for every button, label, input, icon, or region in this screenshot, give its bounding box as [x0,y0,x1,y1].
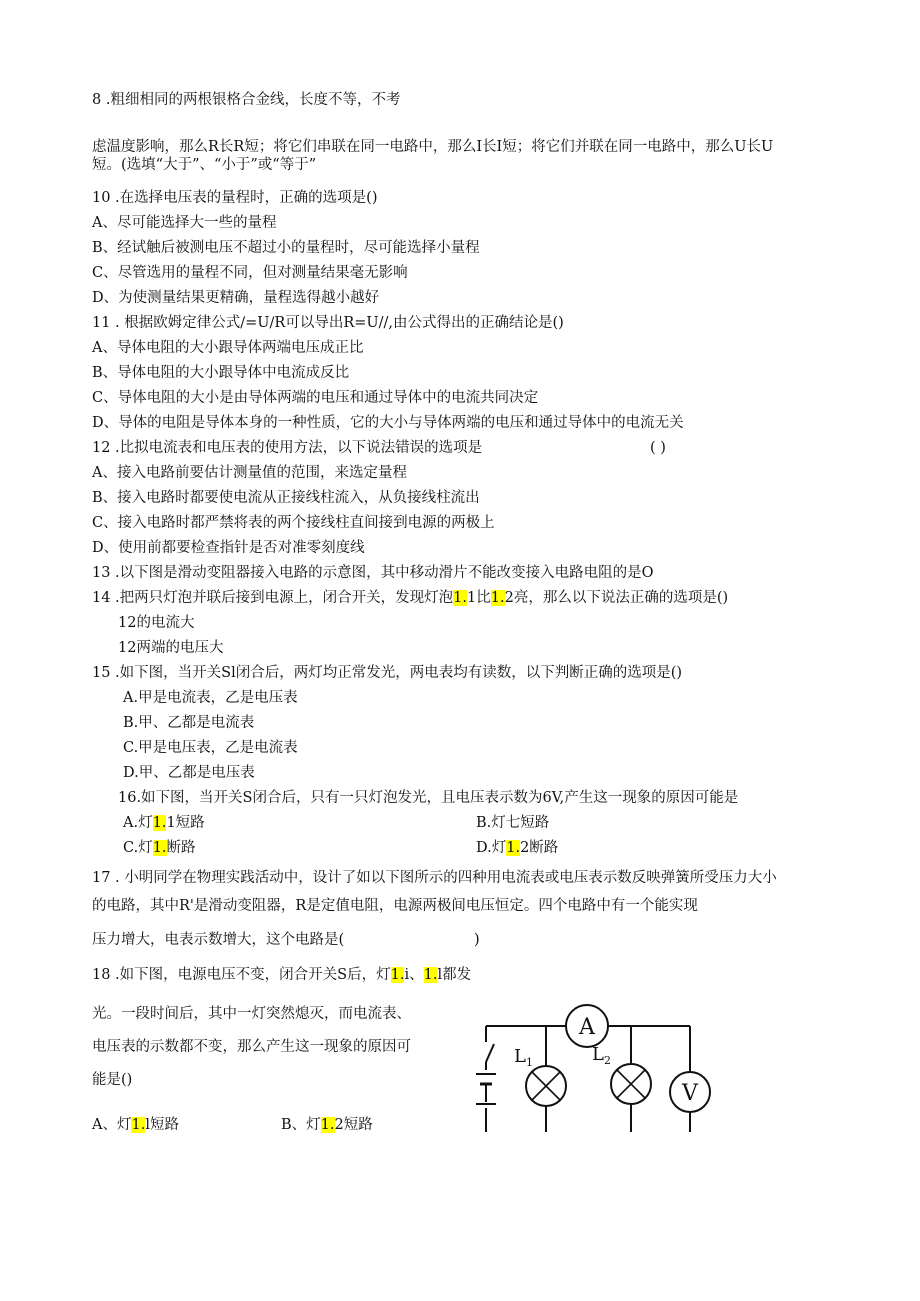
text-segment: 11 . 根据欧姆定律公式∕=U∕R可以导出R=U//,由公式得出的正确结论是() [92,315,564,331]
text-line [118,613,194,633]
text-line [118,788,738,808]
text-segment: A.甲是电流表，乙是电压表 [123,690,298,706]
text-line [92,563,654,583]
text-segment: C、接入电路时都严禁将表的两个接线柱直间接到电源的两极上 [92,515,495,531]
text-segment: 电压表的示数都不变，那么产生这一现象的原因可 [92,1039,411,1055]
text-segment: 10 .在选择电压表的量程时，正确的选项是() [92,190,378,206]
text-line [92,188,377,208]
text-line [92,338,363,358]
text-line [92,965,471,985]
text-line [92,930,480,950]
highlighted-text: 1. [390,967,405,983]
circuit-diagram [474,1004,734,1134]
lamp-l1-label: L [514,1046,526,1067]
text-line [92,213,276,233]
text-line [92,137,773,157]
text-segment: 断路 [166,840,196,856]
text-segment: C、导体电阻的大小是由导体两端的电压和通过导体中的电流共同决定 [92,390,539,406]
text-line [281,1115,373,1135]
text-segment: B、经试触后被测电压不超过小的量程时，尽可能选择小量程 [92,240,480,256]
text-line [92,1037,411,1057]
highlighted-text: 1. [423,967,438,983]
text-segment: 光。一段时间后，其中一灯突然熄灭，而电流表、 [92,1006,411,1022]
highlighted-text: 1. [320,1117,335,1133]
text-segment: D、使用前都要检查指针是否对准零刻度线 [92,540,365,556]
text-segment: l都发 [437,967,472,983]
text-segment: C、尽管选用的量程不同，但对测量结果毫无影响 [92,265,408,281]
text-segment: 1短路 [166,815,205,831]
text-segment: 17 . 小明同学在物理实践活动中，设计了如以下图所示的四种用电流表或电压表示数反映弹簧所受压力大小 [92,870,777,886]
text-line [118,638,223,658]
text-segment: D、为使测量结果更精确，量程选得越小越好 [92,290,380,306]
text-segment: B.灯七短路 [476,815,550,831]
text-segment: B.甲、乙都是电流表 [123,715,255,731]
text-segment: D、导体的电阻是导体本身的一种性质，它的大小与导体两端的电压和通过导体中的电流无关 [92,415,684,431]
highlighted-text: 1. [152,815,167,831]
text-line [92,90,400,110]
text-segment: 18 .如下图，电源电压不变，闭合开关S后，灯 [92,967,391,983]
text-segment: 12两端的电压大 [118,640,224,656]
text-segment: D.灯 [476,840,507,856]
text-line [92,663,682,683]
text-line [92,463,407,483]
text-line [92,1070,132,1090]
text-segment: A.灯 [123,815,153,831]
text-line [123,763,255,783]
highlighted-text: 1. [506,840,521,856]
text-segment: C.灯 [123,840,153,856]
lamp-l1-subscript: 1 [526,1056,533,1069]
text-segment: 8 .粗细相同的两根银格合金线，长度不等，不考 [92,92,401,108]
text-segment: 13 .以下图是滑动变阻器接入电路的示意图，其中移动滑片不能改变接入电路电阻的是O [92,565,654,581]
text-segment: l短路 [145,1117,179,1133]
highlighted-text: 1. [490,590,505,606]
text-segment: 2短路 [334,1117,373,1133]
text-line [123,813,205,833]
text-line [123,713,254,733]
text-segment: 12 .比拟电流表和电压表的使用方法，以下说法错误的选项是 [92,440,483,456]
text-segment: 16.如下图，当开关S闭合后，只有一只灯泡发光，且电压表示数为6V,产生这一现象的原因可能是 [118,790,739,806]
text-line [92,588,728,608]
text-segment: A、尽可能选择大一些的量程 [92,215,277,231]
text-line [92,288,379,308]
text-line [92,238,480,258]
text-line [476,813,549,833]
text-line [92,388,538,408]
text-segment: 的电路，其中R'是滑动变阻器，R是定值电阻，电源两极间电压恒定。四个电路中有一个能实现 [92,898,698,914]
text-segment: ( ) [650,440,666,456]
text-line [123,838,196,858]
text-segment: 2亮，那么以下说法正确的选项是() [504,590,729,606]
text-line [92,488,480,508]
text-segment: C.甲是电压表，乙是电流表 [123,740,298,756]
text-line [92,363,349,383]
voltmeter-label: V [682,1081,698,1106]
text-segment: 12的电流大 [118,615,195,631]
text-segment: 1比 [467,590,491,606]
text-line [476,838,558,858]
text-line [92,438,666,458]
text-segment: 能是() [92,1072,133,1088]
text-segment: 15 .如下图，当开关Sl闭合后，两灯均正常发光，两电表均有读数，以下判断正确的选项是() [92,665,683,681]
text-segment: 压力增大，电表示数增大，这个电路是( [92,932,345,948]
highlighted-text: 1. [131,1117,146,1133]
text-segment: ) [474,932,480,948]
text-line [92,313,564,333]
highlighted-text: 1. [152,840,167,856]
lamp-l2-subscript: 2 [604,1054,611,1067]
text-line [92,263,408,283]
text-line [92,513,495,533]
text-line [92,896,698,916]
text-segment: A、导体电阻的大小跟导体两端电压成正比 [92,340,364,356]
text-segment: 14 .把两只灯泡并联后接到电源上，闭合开关，发现灯泡 [92,590,454,606]
text-segment: A、灯 [92,1117,132,1133]
text-line [92,868,777,888]
text-line [92,155,316,175]
text-line [92,1004,411,1024]
text-line [123,688,298,708]
switch-icon [486,1044,494,1062]
text-line [92,413,684,433]
text-segment: 虑温度影响，那么R长R短；将它们串联在同一电路中，那么I长I短；将它们并联在同一电路中，那么U长U [92,139,774,155]
lamp-l2-label: L [592,1044,604,1065]
text-segment: 2断路 [520,840,559,856]
text-segment: A、接入电路前要估计测量值的范围，来选定量程 [92,465,407,481]
text-line [123,738,298,758]
text-segment: D.甲、乙都是电压表 [123,765,255,781]
text-segment: i、 [404,967,424,983]
text-segment: 短。(选填“大于”、“小于”或“等于” [92,157,317,173]
text-line [92,1115,179,1135]
ammeter-label: A [579,1015,595,1040]
text-segment: B、灯 [281,1117,321,1133]
text-line [92,538,365,558]
text-segment: B、接入电路时都要使电流从正接线柱流入，从负接线柱流出 [92,490,480,506]
text-segment: B、导体电阻的大小跟导体中电流成反比 [92,365,350,381]
highlighted-text: 1. [453,590,468,606]
